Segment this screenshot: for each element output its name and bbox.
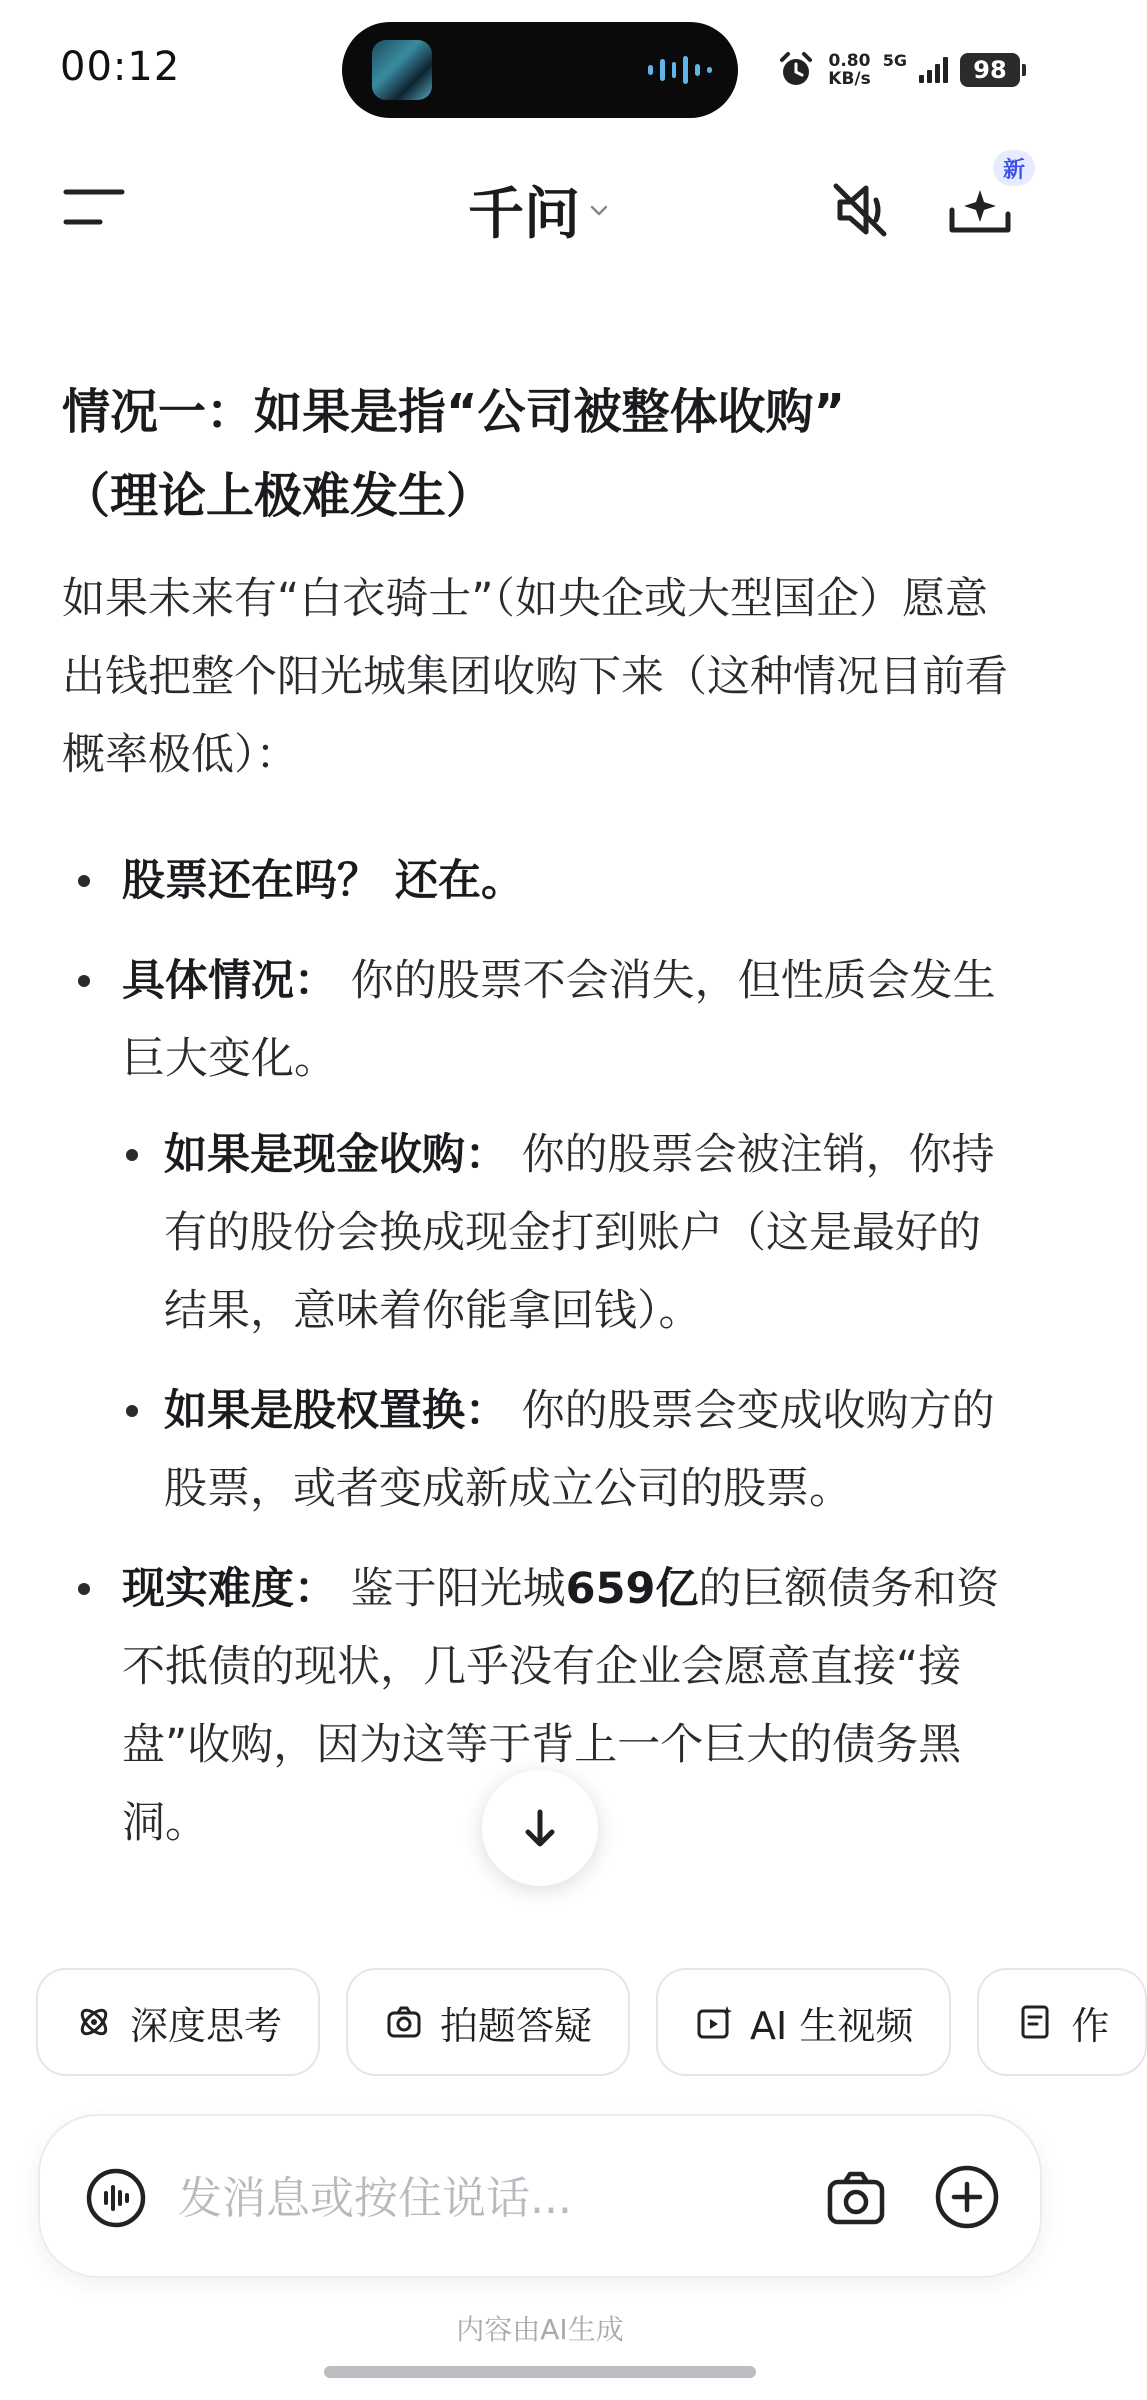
add-attachment-button[interactable] <box>932 2162 1002 2232</box>
status-indicators <box>776 46 1020 94</box>
status-bar <box>0 0 1080 140</box>
media-thumbnail <box>372 40 432 100</box>
app-header <box>0 140 1080 270</box>
camera-button[interactable] <box>822 2164 890 2232</box>
chip-ai-video[interactable] <box>656 1968 951 2076</box>
quick-actions <box>36 1968 1110 2076</box>
section-title <box>62 370 1022 538</box>
mute-button[interactable] <box>820 170 900 250</box>
status-time: 00:12 <box>60 44 181 90</box>
chip-document[interactable] <box>977 1968 1147 2076</box>
bullet-text: 鉴于阳光城 <box>337 1564 566 1614</box>
home-indicator[interactable] <box>324 2366 756 2378</box>
network-speed <box>828 52 870 88</box>
app-title: 千问 <box>468 182 580 247</box>
arrow-down-icon <box>516 1804 564 1852</box>
chip-label: 拍题答疑 <box>440 2003 593 2048</box>
photo-question-icon <box>384 2002 424 2042</box>
alarm-icon <box>776 50 816 90</box>
chip-photo-question[interactable] <box>346 1968 630 2076</box>
intro-paragraph: 如果未来有“白衣骑士”（如央企或大型国企）愿意出钱把整个阳光城集团收购下来（这种情况目前看概率极低）： <box>62 574 1008 780</box>
bullet-label: 如果是股权置换： <box>164 1386 508 1436</box>
section-title-line: （理论上极难发生） <box>62 468 495 524</box>
chip-label: AI 生视频 <box>750 2003 914 2048</box>
message-composer <box>38 2114 1042 2278</box>
network-speed-unit: KB/s <box>828 69 871 89</box>
signal-strength-icon <box>919 57 948 83</box>
list-item <box>122 1372 1022 1528</box>
section-title-line: 情况一：如果是指“公司被整体收购” <box>62 384 846 440</box>
bullet-list <box>62 842 1022 1862</box>
list-item <box>62 942 1022 1528</box>
chip-deep-think[interactable] <box>36 1968 320 2076</box>
battery-indicator: 98 <box>960 53 1020 87</box>
network-speed-value: 0.80 <box>828 51 871 71</box>
bullet-text: 你的股票会被注销，你持有的股份会换成现金打到账户（这是最好的结果，意味着你能拿回钱）。 <box>164 1130 995 1336</box>
network-type: 5G <box>882 50 907 70</box>
bullet-label: 股票还在吗？ 还在。 <box>122 856 524 906</box>
sub-bullet-list <box>122 1116 1022 1528</box>
ai-video-icon <box>694 2002 734 2042</box>
new-badge: 新 <box>993 150 1035 186</box>
chat-response <box>62 370 1022 1884</box>
message-input[interactable] <box>178 2168 798 2228</box>
ai-disclaimer: 内容由AI生成 <box>456 2313 624 2346</box>
camera-icon <box>822 2164 890 2232</box>
chevron-down-icon <box>586 197 612 223</box>
plus-circle-icon <box>932 2162 1002 2232</box>
chip-label: 作 <box>1071 2003 1110 2048</box>
deep-think-icon <box>74 2002 114 2042</box>
speaker-muted-icon <box>820 170 900 250</box>
audio-wave-icon <box>648 56 712 84</box>
voice-input-button[interactable] <box>84 2166 148 2230</box>
chip-label: 深度思考 <box>130 2003 283 2048</box>
bullet-text: 的巨额债务和资不抵债的现状，几乎没有企业会愿意直接“接盘”收购，因为这等于背上一个巨大的债务黑洞。 <box>122 1564 1000 1848</box>
bullet-label: 现实难度： <box>122 1564 337 1614</box>
dynamic-island[interactable] <box>342 22 738 118</box>
bullet-label: 具体情况： <box>122 956 337 1006</box>
scroll-to-bottom-button[interactable] <box>482 1770 598 1886</box>
highlight-amount: 659亿 <box>565 1564 699 1614</box>
bullet-label: 如果是现金收购： <box>164 1130 508 1180</box>
bullet-text: 你的股票会变成收购方的股票，或者变成新成立公司的股票。 <box>164 1386 995 1514</box>
bullet-text: 你的股票不会消失，但性质会发生巨大变化。 <box>122 956 996 1084</box>
document-icon <box>1015 2002 1055 2042</box>
list-item <box>122 1116 1022 1350</box>
list-item <box>62 842 1022 920</box>
model-switcher[interactable] <box>0 170 1080 250</box>
voice-wave-icon <box>84 2166 148 2230</box>
